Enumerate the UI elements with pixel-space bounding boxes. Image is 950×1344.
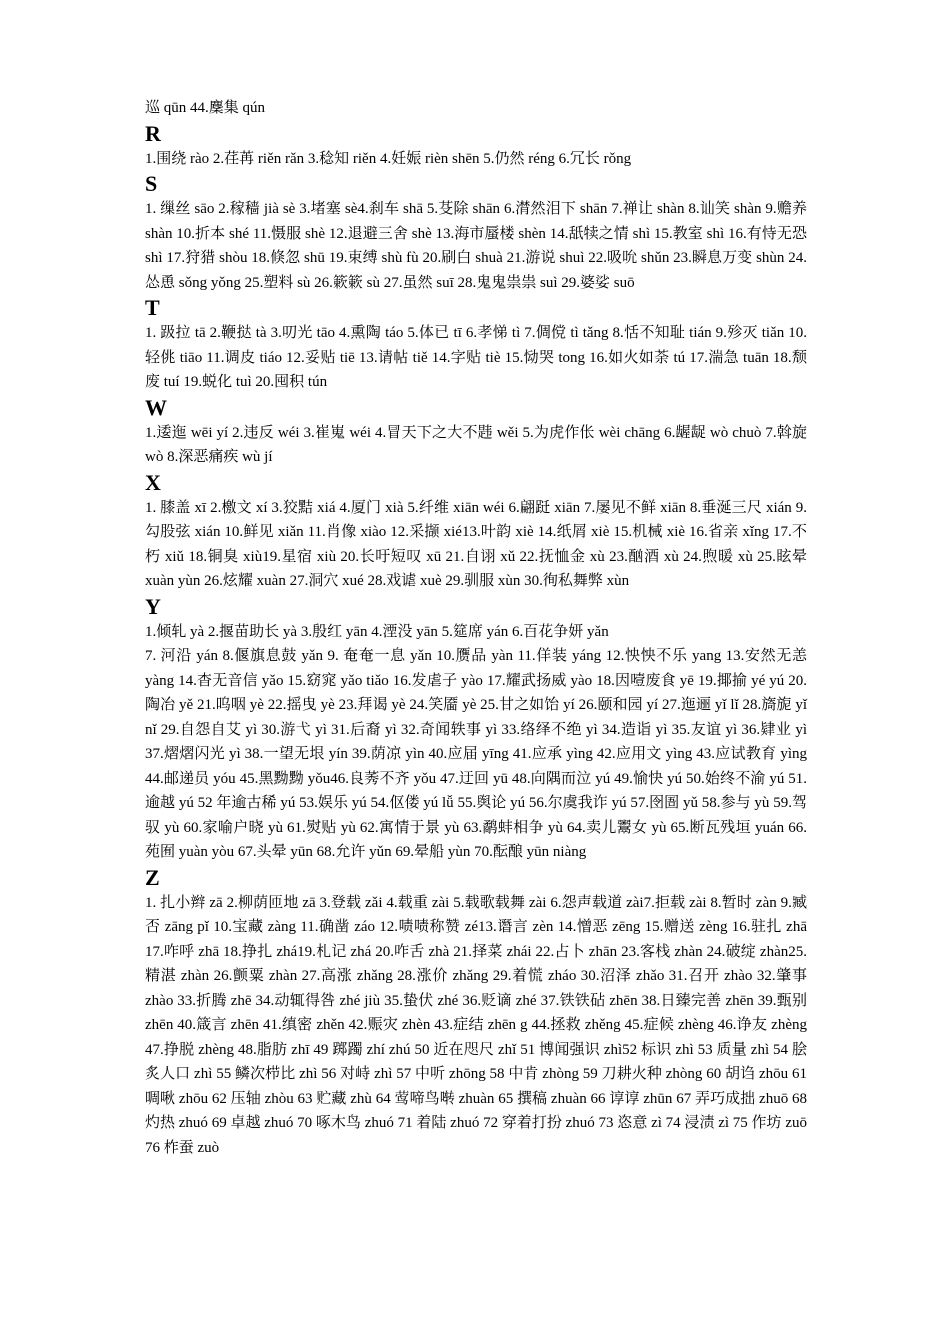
section-heading-t: T [145, 295, 160, 320]
section-z-text: 1. 扎小辫 zā 2.柳荫匝地 zā 3.登载 zǎi 4.载重 zài 5.载歌载舞 zài 6.怨声载道 zài7.拒载 zài 8.暂时 zàn 9.臧否 zāng pǐ 10.宝藏 zàng 11.确凿 záo 12.啧啧称赞 zé13.谮言 zèn 14.憎恶 zēng 15.赠送 zèng 16.驻扎 zhā 17.咋呼 zhā 18.挣扎 zhá19.札记 zhá 20.咋舌 zhà 21.择菜 zhái 22.占卜 zhān 23.客栈 zhàn 24.破绽 zhàn25.精湛 zhàn 26.颤粟 zhàn 27.高涨 zhǎng 28.涨价 zhǎng 29.着慌 zháo 30.沼泽 zhǎo 31.召开 zhào 32.肇事 zhào 33.折腾 zhē 34.动辄得咎 zhé jiù 35.蛰伏 zhé 36.贬谪 zhé 37.铁铁砧 zhēn 38.日臻完善 zhēn 39.甄别 zhēn 40.箴言 zhēn 41.缜密 zhěn 42.赈灾 zhèn 43.症结 zhēn g 44.拯救 zhěng 45.症候 zhèng 46.诤友 zhèng 47.挣脱 zhèng 48.脂肪 zhī 49 踯躅 zhí zhú 50 近在咫尺 zhǐ 51 博闻强识 zhì52 标识 zhì 53 质量 zhì 54 脍炙人口 zhì 55 鳞次栉比 zhì 56 对峙 zhì 57 中听 zhōng 58 中肯 zhòng 59 刀耕火种 zhòng 60 胡诌 zhōu 61 啁啾 zhōu 62 压轴 zhòu 63 贮藏 zhù 64 莺啼鸟啭 zhuàn 65 撰稿 zhuàn 66 谆谆 zhūn 67 弄巧成拙 zhuō 68 灼热 zhuó 69 卓越 zhuó 70 啄木鸟 zhuó 71 着陆 zhuó 72 穿着打扮 zhuó 73 恣意 zì 74 浸渍 zì 75 作坊 zuō 76 柞蚕 zuò [145, 894, 807, 1156]
continuation-line: 巡 qūn 44.麇集 qún [145, 100, 266, 116]
section-y-text-1: 1.倾轧 yà 2.揠苗助长 yà 3.殷红 yān 4.湮没 yān 5.筵席 yán 6.百花争妍 yǎn [145, 623, 609, 640]
document-body [145, 96, 807, 1160]
section-y-text-2: 7. 河沿 yán 8.偃旗息鼓 yǎn 9. 奄奄一息 yǎn 10.赝品 yàn 11.佯装 yáng 12.怏怏不乐 yang 13.安然无恙 yàng 14.杳无音信 yǎo 15.窈窕 yǎo tiǎo 16.发虐子 yào 17.耀武扬威 yào 18.因噎废食 yē 19.揶揄 yé yú 20.陶冶 yě 21.呜咽 yè 22.摇曳 yè 23.拜谒 yè 24.笑靥 yè 25.甘之如饴 yí 26.颐和园 yí 27.迤逦 yǐ lǐ 28.旖旎 yǐ nǐ 29.自怨自艾 yì 30.游弋 yì 31.后裔 yì 32.奇闻轶事 yì 33.络绎不绝 yì 34.造诣 yì 35.友谊 yì 36.肄业 yì 37.熠熠闪光 yì 38.一望无垠 yín 39.荫凉 yìn 40.应届 yīng 41.应承 yìng 42.应用文 yìng 43.应试教育 yìng 44.邮递员 yóu 45.黑黝黝 yǒu46.良莠不齐 yǒu 47.迂回 yū 48.向隅而泣 yú 49.愉快 yú 50.始终不渝 yú 51.逾越 yú 52 年逾古稀 yú 53.娱乐 yú 54.伛偻 yú lǚ 55.舆论 yú 56.尔虞我诈 yú 57.囹圄 yǔ 58.参与 yù 59.驾驭 yù 60.家喻户晓 yù 61.熨贴 yù 62.寓情于景 yù 63.鹬蚌相争 yù 64.卖儿鬻女 yù 65.断瓦残垣 yuán 66.苑囿 yuàn yòu 67.头晕 yūn 68.允许 yǔn 69.晕船 yùn 70.酝酿 yūn niàng [145, 648, 807, 860]
section-s-text: 1. 缫丝 sāo 2.稼穑 jià sè 3.堵塞 sè4.刹车 shā 5.芟除 shān 6.潸然泪下 shān 7.禅让 shàn 8.讪笑 shàn 9.赡养 shàn 10.折本 shé 11.慑服 shè 12.退避三舍 shè 13.海市蜃楼 shèn 14.舐犊之情 shì 15.教室 shì 16.有恃无恐 shì 17.狩猎 shòu 18.倏忽 shū 19.束缚 shù fù 20.刷白 shuà 21.游说 shuì 22.吸吮 shǔn 23.瞬息万变 shùn 24.怂恿 sǒng yǒng 25.塑料 sù 26.簌簌 sù 27.虽然 suī 28.鬼鬼祟祟 suì 29.婆娑 suō [145, 201, 807, 291]
section-heading-z: Z [145, 864, 160, 890]
section-heading-w: W [145, 394, 167, 420]
section-x-text: 1. 膝盖 xī 2.檄文 xí 3.狡黠 xiá 4.厦门 xià 5.纤维 xiān wéi 6.翩跹 xiān 7.屡见不鲜 xiān 8.垂涎三尺 xián 9.勾股弦 xián 10.鲜见 xiǎn 11.肖像 xiào 12.采撷 xié13.叶韵 xiè 14.纸屑 xiè 15.机械 xiè 16.省亲 xǐng 17.不朽 xiǔ 18.铜臭 xiù19.星宿 xiù 20.长吁短叹 xū 21.自诩 xǔ 22.抚恤金 xù 23.酗酒 xù 24.煦暖 xù 25.眩晕 xuàn yùn 26.炫耀 xuàn 27.洞穴 xué 28.戏谑 xuè 29.驯服 xùn 30.徇私舞弊 xùn [145, 499, 807, 589]
section-w-text: 1.逶迤 wēi yí 2.违反 wéi 3.崔嵬 wéi 4.冒天下之大不韪 wěi 5.为虎作伥 wèi chāng 6.龌龊 wò chuò 7.斡旋 wò 8.深恶痛疾 wù jí [145, 424, 807, 465]
section-t-text: 1. 趿拉 tā 2.鞭挞 tà 3.叨光 tāo 4.熏陶 táo 5.体已 tī 6.孝悌 tì 7.倜傥 tì tǎng 8.恬不知耻 tián 9.殄灭 tiǎn 10.轻佻 tiāo 11.调皮 tiáo 12.妥贴 tiē 13.请帖 tiě 14.字贴 tiè 15.恸哭 tong 16.如火如荼 tú 17.湍急 tuān 18.颓废 tuí 19.蜕化 tuì 20.囤积 tún [145, 325, 807, 390]
section-heading-r: R [145, 120, 161, 146]
section-r-text: 1.围绕 rào 2.荏苒 riěn rǎn 3.稔知 riěn 4.妊娠 rièn shēn 5.仍然 réng 6.冗长 rǒng [145, 150, 632, 167]
section-heading-s: S [145, 171, 158, 196]
section-heading-y: Y [145, 593, 161, 619]
section-heading-x: X [145, 469, 161, 495]
